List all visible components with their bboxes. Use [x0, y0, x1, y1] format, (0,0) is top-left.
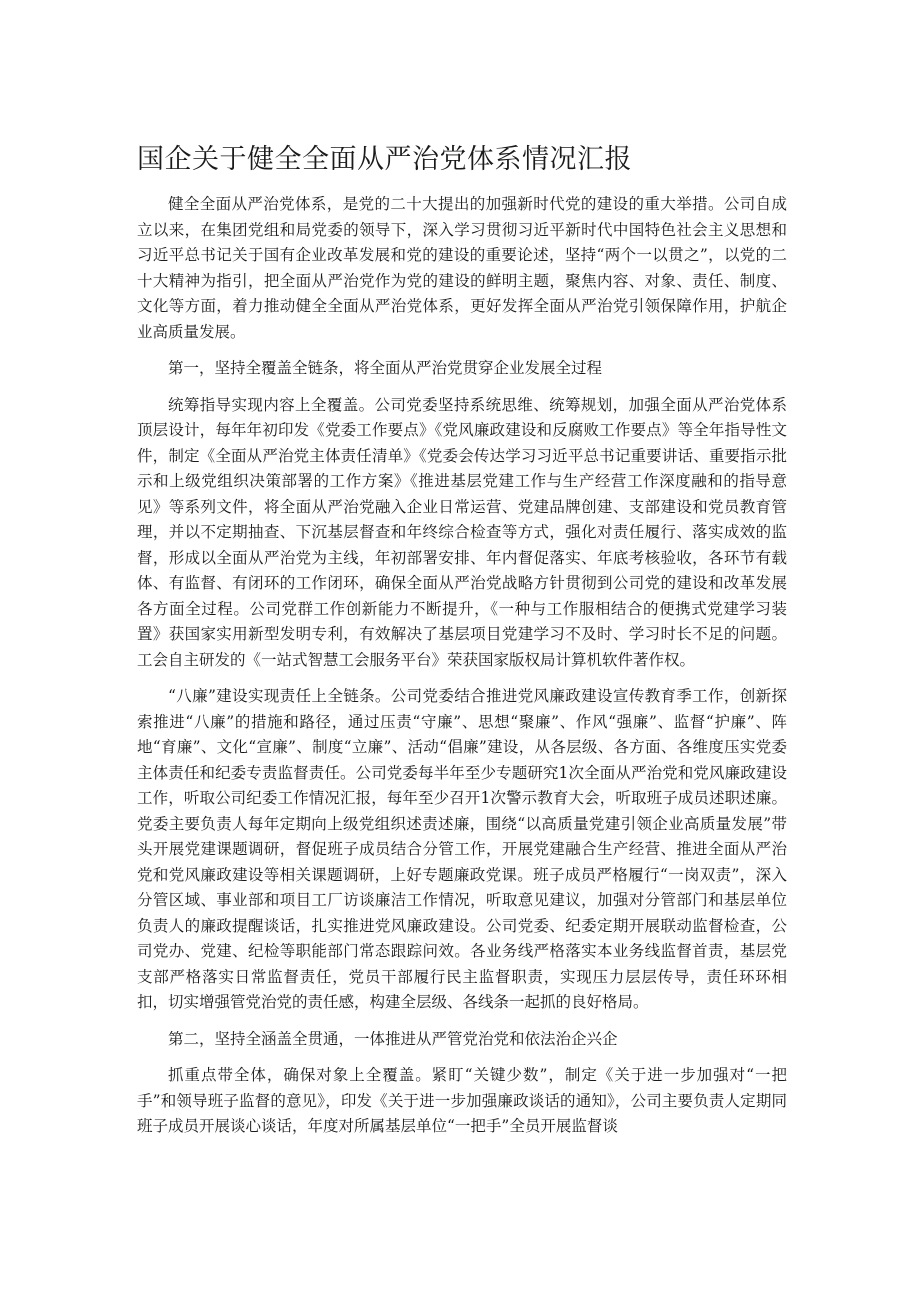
body-paragraph: 统筹指导实现内容上全覆盖。公司党委坚持系统思维、统筹规划，加强全面从严治党体系顶层设计，每年年初印发《党委工作要点》《党风廉政建设和反腐败工作要点》等全年指导性文件，制定《全面从严治党主体责任清单》《党委会传达学习习近平总书记重要讲话、重要指示批示和上级党组织决策部署的工作方案》《推进基层党建工作与生产经营工作深度融和的指导意见》等系列文件，将全面从严治党融入企业日常运营、党建品牌创建、支部建设和党员教育管理，并以不定期抽查、下沉基层督查和年终综合检查等方式，强化对责任履行、落实成效的监督，形成以全面从严治党为主线，年初部署安排、年内督促落实、年底考核验收，各环节有载体、有监督、有闭环的工作闭环，确保全面从严治党战略方针贯彻到公司党的建设和改革发展各方面全过程。公司党群工作创新能力不断提升，《一种与工作服相结合的便携式党建学习装置》获国家实用新型发明专利，有效解决了基层项目党建学习不及时、学习时长不足的问题。工会自主研发的《一站式智慧工会服务平台》荣获国家版权局计算机软件著作权。: [137, 395, 787, 669]
body-paragraph: 抓重点带全体，确保对象上全覆盖。紧盯“关键少数”，制定《关于进一步加强对“一把手”和领导班子监督的意见》，印发《关于进一步加强廉政谈话的通知》，公司主要负责人定期同班子成员开展谈心谈话，年度对所属基层单位“一把手”全员开展监督谈: [137, 1066, 787, 1135]
section-heading-2: 第二，坚持全涵盖全贯通，一体推进从严管党治党和依法治企兴企: [168, 1029, 618, 1048]
document-title: 国企关于健全全面从严治党体系情况汇报: [137, 144, 632, 175]
section-heading-1: 第一，坚持全覆盖全链条，将全面从严治党贯穿企业发展全过程: [168, 359, 603, 377]
body-paragraph: “八廉”建设实现责任上全链条。公司党委结合推进党风廉政建设宣传教育季工作，创新探索推进“八廉”的措施和路径，通过压责“守廉”、思想“聚廉”、作风“强廉”、监督“护廉”、阵地“育廉”、文化“宣廉”、制度“立廉”、活动“倡廉”建设，从各层级、各方面、各维度压实党委主体责任和纪委专责监督责任。公司党委每半年至少专题研究1次全面从严治党和党风廉政建设工作，听取公司纪委工作情况汇报，每年至少召开1次警示教育大会，听取班子成员述职述廉。党委主要负责人每年定期向上级党组织述责述廉，围绕“以高质量党建引领企业高质量发展”带头开展党建课题调研，督促班子成员结合分管工作，开展党建融合生产经营、推进全面从严治党和党风廉政建设等相关课题调研，上好专题廉政党课。班子成员严格履行“一岗双责”，深入分管区域、事业部和项目工厂访谈廉洁工作情况，听取意见建议，加强对分管部门和基层单位负责人的廉政提醒谈话，扎实推进党风廉政建设。公司党委、纪委定期开展联动监督检查，公司党办、党建、纪检等职能部门常态跟踪问效。各业务线严格落实本业务线监督首责，基层党支部严格落实日常监督责任，党员干部履行民主监督职责，实现压力层层传导，责任环环相扣，切实增强管党治党的责任感，构建全层级、各线条一起抓的良好格局。: [137, 687, 787, 1011]
document-page: [137, 140, 787, 1151]
intro-paragraph: 健全全面从严治党体系，是党的二十大提出的加强新时代党的建设的重大举措。公司自成立以来，在集团党组和局党委的领导下，深入学习贯彻习近平新时代中国特色社会主义思想和习近平总书记关于国有企业改革发展和党的建设的重要论述，坚持“两个一以贯之”，以党的二十大精神为指引，把全面从严治党作为党的建设的鲜明主题，聚焦内容、对象、责任、制度、文化等方面，着力推动健全全面从严治党体系，更好发挥全面从严治党引领保障作用，护航企业高质量发展。: [137, 195, 787, 341]
